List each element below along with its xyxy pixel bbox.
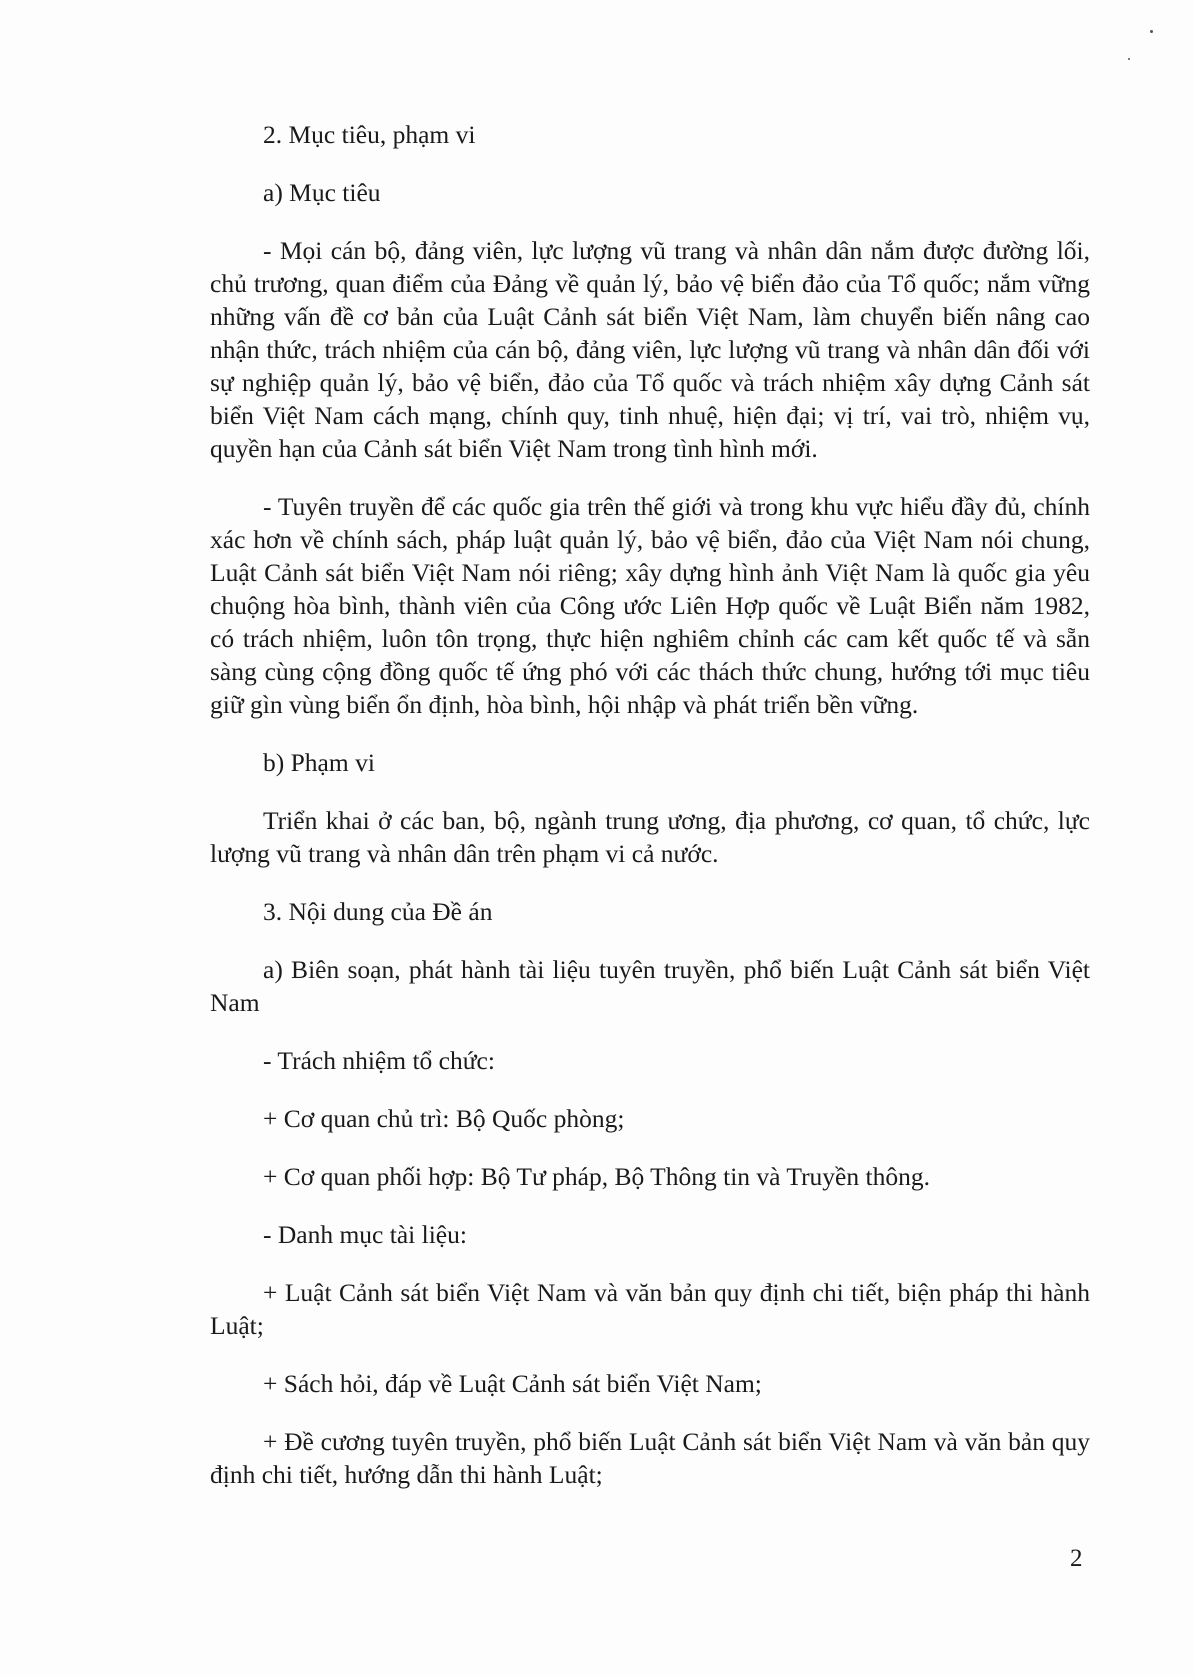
list-item-qa-book: + Sách hỏi, đáp về Luật Cảnh sát biển Việt Nam;: [263, 1369, 762, 1398]
paragraph-content-a: a) Biên soạn, phát hành tài liệu tuyên truyền, phổ biến Luật Cảnh sát biển Việt Nam: [210, 955, 1090, 1017]
paragraph-objective-2: - Tuyên truyền để các quốc gia trên thế giới và trong khu vực hiểu đầy đủ, chính xác hơn về chính sách, pháp luật quản lý, bảo vệ biển, đảo của Việt Nam nói chung, Luật Cảnh sát biển Việt Nam nói riêng; xây dựng hình ảnh Việt Nam là quốc gia yêu chuộng hòa bình, thành viên của Công ước Liên Hợp quốc về Luật Biển năm 1982, có trách nhiệm, luôn tôn trọng, thực hiện nghiêm chỉnh các cam kết quốc tế và sẵn sàng cùng cộng đồng quốc tế ứng phó với các thách thức chung, hướng tới mục tiêu giữ gìn vùng biển ổn định, hòa bình, hội nhập và phát triển bền vững.: [210, 492, 1090, 719]
list-item-coordinating-agency: + Cơ quan phối hợp: Bộ Tư pháp, Bộ Thông tin và Truyền thông.: [263, 1162, 930, 1191]
paragraph-objective-1: - Mọi cán bộ, đảng viên, lực lượng vũ trang và nhân dân nắm được đường lối, chủ trương, quan điểm của Đảng về quản lý, bảo vệ biển đảo của Tổ quốc; nắm vững những vấn đề cơ bản của Luật Cảnh sát biển Việt Nam, làm chuyển biến nâng cao nhận thức, trách nhiệm của cán bộ, đảng viên, lực lượng vũ trang và nhân dân đối với sự nghiệp quản lý, bảo vệ biển, đảo của Tổ quốc và trách nhiệm xây dựng Cảnh sát biển Việt Nam cách mạng, chính quy, tinh nhuệ, hiện đại; vị trí, vai trò, nhiệm vụ, quyền hạn của Cảnh sát biển Việt Nam trong tình hình mới.: [210, 236, 1090, 463]
list-item-law-text: + Luật Cảnh sát biển Việt Nam và văn bản quy định chi tiết, biện pháp thi hành Luật;: [210, 1278, 1090, 1340]
section-heading-objectives-scope: 2. Mục tiêu, phạm vi: [263, 120, 476, 149]
scan-speck: [1150, 30, 1153, 33]
list-item-outline: + Đề cương tuyên truyền, phổ biến Luật Cảnh sát biển Việt Nam và văn bản quy định chi tiết, hướng dẫn thi hành Luật;: [210, 1427, 1090, 1489]
list-item-lead-agency: + Cơ quan chủ trì: Bộ Quốc phòng;: [263, 1104, 625, 1133]
subheading-objectives: a) Mục tiêu: [263, 178, 381, 207]
list-item-document-list: - Danh mục tài liệu:: [263, 1220, 467, 1249]
subheading-scope: b) Phạm vi: [263, 748, 375, 777]
list-item-responsibility: - Trách nhiệm tổ chức:: [263, 1046, 495, 1075]
page-number: 2: [1070, 1545, 1083, 1572]
scan-speck: [1128, 58, 1130, 60]
document-body: [210, 118, 1090, 1516]
section-heading-content: 3. Nội dung của Đề án: [263, 897, 493, 926]
paragraph-scope: Triển khai ở các ban, bộ, ngành trung ương, địa phương, cơ quan, tổ chức, lực lượng vũ trang và nhân dân trên phạm vi cả nước.: [210, 806, 1090, 868]
